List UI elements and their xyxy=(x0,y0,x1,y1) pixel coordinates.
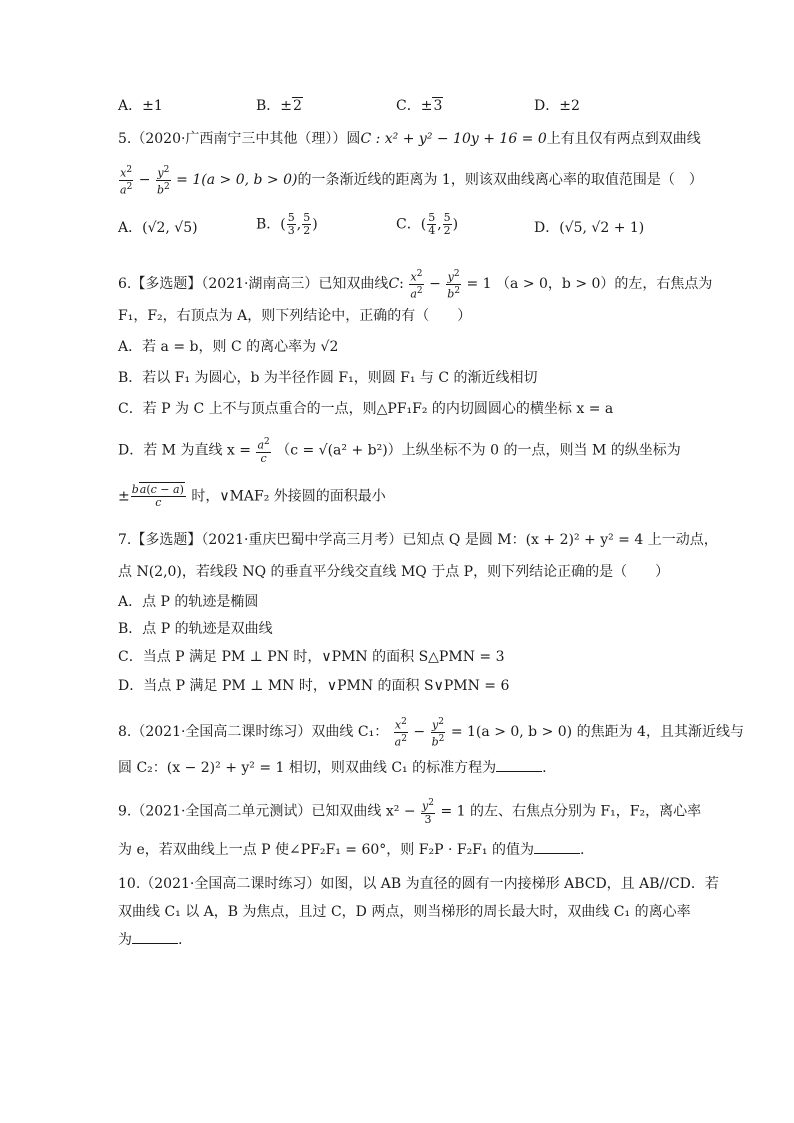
q7-option-c: C．当点 P 满足 PM ⊥ PN 时，∨PMN 的面积 S△PMN = 3 xyxy=(118,649,505,665)
q8-answer-blank[interactable] xyxy=(496,759,542,772)
q7-stem-line2: 点 N(2,0)，若线段 NQ 的垂直平分线交直线 MQ 于点 P，则下列结论正确的是（ ） xyxy=(118,564,670,580)
q7-option-d: D．当点 P 满足 PM ⊥ MN 时，∨PMN 的面积 S∨PMN = 6 xyxy=(118,678,510,694)
q10-stem-line2: 双曲线 C₁ 以 A，B 为焦点，且过 C，D 两点，则当梯形的周长最大时，双曲线 C₁ 的离心率 xyxy=(118,904,691,920)
q4-option-a: A．±1 xyxy=(118,98,163,114)
q6-option-c: C．若 P 为 C 上不与顶点重合的一点，则△PF₁F₂ 的内切圆圆心的横坐标 x = a xyxy=(118,401,614,417)
q7-stem-line1: 7.【多选题】（2021·重庆巴蜀中学高三月考）已知点 Q 是圆 M：(x + 2)² + y² = 4 上一动点， xyxy=(118,532,718,548)
q6-stem-line2: F₁，F₂，右顶点为 A，则下列结论中，正确的有（ ） xyxy=(118,308,472,324)
q4-option-d: D．±2 xyxy=(534,98,580,114)
q9-stem-line1: 9.（2021·全国高二单元测试）已知双曲线 x² − $\frac{y^2}{3}$ = 1 的左、右焦点分别为 F₁，F₂，离心率 xyxy=(118,798,702,826)
q8-stem-line2: 圆 C₂：(x − 2)² + y² = 1 相切，则双曲线 C₁ 的标准方程为 . xyxy=(118,760,547,776)
q5-option-a: A．(√2, √5) xyxy=(118,220,198,236)
q9-stem-line2: 为 e，若双曲线上一点 P 使∠PF₂F₁ = 60°，则 F₂P · F₂F₁ 的值为 . xyxy=(118,842,585,858)
q5-option-b: B．( $\frac{5}{3}$ , $\frac{5}{2}$ ) xyxy=(256,211,318,237)
q4-option-c: C．±3 xyxy=(396,98,443,114)
q6-option-d-line1: D．若 M 为直线 x = $\frac{a^2}{c}$ （c = √(a² + b²)）上纵坐标不为 0 的一点，则当 M 的纵坐标为 xyxy=(118,437,681,465)
q10-answer-blank[interactable] xyxy=(132,931,178,944)
q10-stem-line1: 10.（2021·全国高二课时练习）如图，以 AB 为直径的圆有一内接梯形 ABCD，且 AB//CD．若 xyxy=(118,876,719,892)
q6-option-b: B．若以 F₁ 为圆心，b 为半径作圆 F₁，则圆 F₁ 与 C 的渐近线相切 xyxy=(118,370,538,386)
q6-option-a: A．若 a = b，则 C 的离心率为 √2 xyxy=(118,339,339,355)
q7-option-b: B．点 P 的轨迹是双曲线 xyxy=(118,621,273,637)
q5-option-d: D．(√5, √2 + 1) xyxy=(534,220,645,236)
q6-option-d-line2: ± $\frac{ba(c - a)}{c}$ 时，∨MAF₂ 外接圆的面积最小 xyxy=(118,483,386,509)
q6-stem-line1: 6.【多选题】（2021·湖南高三）已知双曲线C: $\frac{x^2}{a^2}$ − $\frac{y^2}{b^2}$ = 1 （a > 0，b > 0）的左，右焦点为 xyxy=(118,269,713,301)
q5-stem-line2: $\frac{x^2}{a^2}$ − $\frac{y^2}{b^2}$ = 1(a > 0, b > 0)的一条渐近线的距离为 1，则该双曲线离心率的取值范围是（ ） xyxy=(120,165,703,197)
q8-stem-line1: 8.（2021·全国高二课时练习）双曲线 C₁： $\frac{x^2}{a^2}$ − $\frac{y^2}{b^2}$ = 1(a > 0, b > 0) 的焦距为 4，且其渐近线与 xyxy=(118,717,744,749)
q9-answer-blank[interactable] xyxy=(534,841,580,854)
q10-stem-line3: 为 . xyxy=(118,932,183,948)
q5-option-c: C．( $\frac{5}{4}$ , $\frac{5}{2}$ ) xyxy=(396,211,459,237)
q4-option-b: B．±2 xyxy=(256,98,302,114)
q7-option-a: A．点 P 的轨迹是椭圆 xyxy=(118,594,259,610)
q5-stem-line1: 5.（2020·广西南宁三中其他（理））圆C : x² + y² − 10y + 16 = 0上有且仅有两点到双曲线 xyxy=(118,131,701,147)
